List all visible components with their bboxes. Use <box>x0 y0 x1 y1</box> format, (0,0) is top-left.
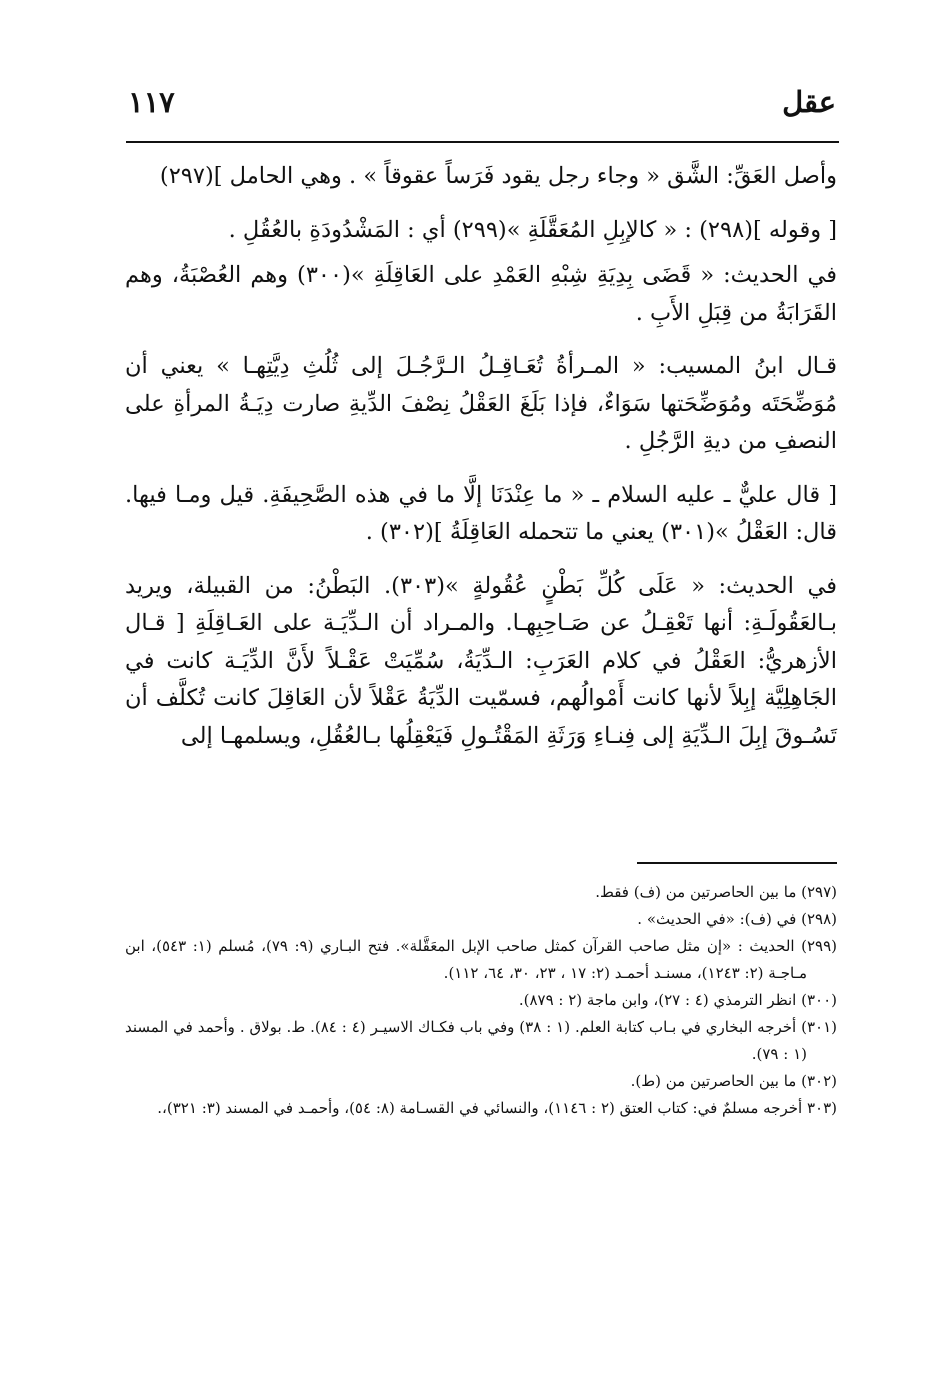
paragraph: وأصل العَقِّ: الشَّق « وجاء رجل يقود فَرَساً عقوقاً » . وهي الحامل ](٢٩٧) <box>159 163 837 189</box>
footnote: (٣٠٠) انظر الترمذي (٤ : ٢٧)، وابن ماجة (٢ : ٨٧٩). <box>518 991 837 1009</box>
footnote: (٢٩٧) ما بين الحاصرتين من (ف) فقط. <box>595 883 837 901</box>
running-head: عقل <box>782 85 836 119</box>
page-header <box>128 82 836 132</box>
page-number: ١١٧ <box>128 85 175 119</box>
paragraph: قـال ابنُ المسيب: « المـرأةُ تُعَـاقِـلُ الـرَّجُـلَ إلى ثُلُثِ دِيَّتِهـا » يعني أن مُوَضِّحَتَه ومُوَضِّحَتها سَوَاءٌ، فإذا بَلَغَ العَقْلُ نِصْفَ الدِّيةِ صارت دِيَـةُ المرأةِ على النصفِ من ديةِ الرَّجُلِ . <box>125 353 837 454</box>
paragraph: في الحديث: « قَضَى بِدِيَةِ شِبْهِ العَمْدِ على العَاقِلَةِ »(٣٠٠) وهم العُصْبَةُ، وهم القَرَابَةُ من قِبَلِ الأَبِ . <box>125 262 837 326</box>
footnote-separator <box>637 862 837 864</box>
footnote: (٣٠٣ أخرجه مسلمٌ في: كتاب العتق (٢ : ١١٤٦)، والنسائي في القسـامة (٨: ٥٤)، وأحمـد في المسند (٣: ٣٢١)،. <box>157 1099 837 1117</box>
footnotes <box>125 879 837 1122</box>
footnote: (٢٩٩) الحديث : «إن مثل صاحب القرآن كمثل صاحب الإبل المعَقَّلة». فتح البـاري (٩: ٧٩)، مُسلم (١: ٥٤٣)، ابن مـاجـة (٢: ١٢٤٣)، مسنـد أحمـد (٢: ١٧ ، ٢٣، ٣٠، ٦٤، ١١٢). <box>125 937 837 982</box>
paragraph: [ وقوله ](٢٩٨) : « كالإبِلِ المُعَقَّلَةِ »(٢٩٩) أي : المَشْدُودَةِ بالعُقُلِ . <box>228 216 837 243</box>
footnote: (٣٠١) أخرجه البخاري في بـاب كتابة العلم. (١ : ٣٨) وفي باب فكـاك الاسيـر (٤ : ٨٤). ط. بولاق . وأحمد في المسند (١ : ٧٩). <box>125 1018 837 1063</box>
footnote: (٢٩٨) في (ف): «في الحديث» . <box>637 910 837 928</box>
footnote: (٣٠٢) ما بين الحاصرتين من (ط). <box>630 1072 837 1090</box>
paragraph: [ قال عليٌّ ـ عليه السلام ـ « ما عِنْدَنَا إلَّا ما في هذه الصَّحِيفَةِ. قيل ومـا فيها. قال: العَقْلُ »(٣٠١) يعني ما تتحمله العَاقِلَةُ ](٣٠٢) . <box>125 481 837 545</box>
main-text <box>125 158 837 763</box>
paragraph: في الحديث: « عَلَى كُلِّ بَطْنٍ عُقُولةٍ »(٣٠٣). البَطْنُ: من القبيلة، ويريد بـالعَقُولَـةِ: أنها تَعْقِـلُ عن صَـاحِبِهـا. والمـراد أن الـدِّيَـة على العَـاقِلَةِ [ قـال الأزهريُّ: العَقْلُ في كلام العَرَبِ: الـدِّيَةُ، سُمِّيَتْ عَقْـلاً لأَنَّ الدِّيَـة كانت في الجَاهِلِيَّة إبِلاً لأنها كانت أَمْوالُهم، فسمّيت الدِّيَةُ عَقْلاً لأن العَاقِلَ كانت تُكلَّف أن تَسُـوقَ إبِلَ الـدِّيَةِ إلى فِنـاءِ وَرَثَةِ المَقْتُـولِ فَيَعْقِلُها بـالعُقُلِ، ويسلمهـا إلى <box>125 572 837 749</box>
header-rule <box>126 141 839 143</box>
